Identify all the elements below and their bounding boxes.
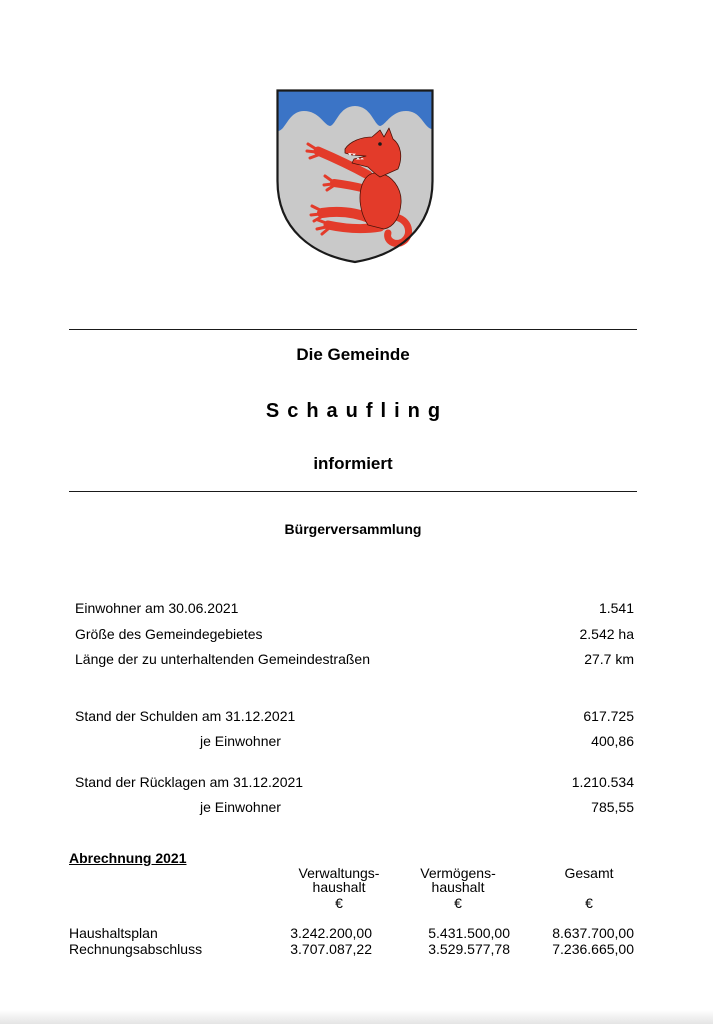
population-value: 1.541 [598,600,634,616]
page-bottom-edge [0,1010,713,1024]
final-statement-total-value: 7.236.665,00 [552,941,634,957]
budget-plan-administrative-value: 3.242.200,00 [290,925,372,941]
budget-plan-capital-value: 5.431.500,00 [428,925,510,941]
header-outro: informiert [313,454,393,473]
column-unit-administrative: € [335,895,343,911]
header-intro: Die Gemeinde [296,345,410,364]
municipality-name: Schaufling [265,400,449,422]
debt-per-capita-label: je Einwohner [200,733,281,749]
reserves-value: 1.210.534 [571,774,634,790]
column-header-capital-line2: haushalt [431,879,485,895]
final-statement-capital-value: 3.529.577,78 [428,941,510,957]
stat-row-debt-per-capita [0,733,713,749]
final-statement-label: Rechnungsabschluss [69,941,203,957]
column-header-administrative-line2: haushalt [312,879,366,895]
bottom-divider [69,491,637,492]
accounts-row-budget-plan [0,925,713,941]
section-title: Bürgerversammlung [284,521,422,537]
column-header-total: Gesamt [564,865,614,881]
debt-value: 617.725 [583,708,634,724]
debt-per-capita-value: 400,86 [591,733,634,749]
column-unit-capital: € [454,895,462,911]
final-statement-administrative-value: 3.707.087,22 [290,941,372,957]
area-label: Größe des Gemeindegebietes [75,626,263,642]
stat-row-reserves-per-capita [0,799,713,815]
stat-row-area [0,626,713,642]
population-label: Einwohner am 30.06.2021 [75,600,239,616]
column-header-capital-line1: Vermögens- [420,865,496,881]
road-length-value: 27.7 km [584,651,634,667]
top-divider [69,329,637,330]
debt-label: Stand der Schulden am 31.12.2021 [75,708,296,724]
column-unit-total: € [585,895,593,911]
stat-row-debt [0,708,713,724]
stat-row-reserves [0,774,713,790]
wolf-eye [378,142,382,146]
budget-plan-label: Haushaltsplan [69,925,158,941]
budget-plan-total-value: 8.637.700,00 [552,925,634,941]
road-length-label: Länge der zu unterhaltenden Gemeindestraßen [75,651,370,667]
stat-row-population [0,600,713,616]
coat-of-arms [276,89,434,265]
stat-row-road-length [0,651,713,667]
accounts-title: Abrechnung 2021 [69,850,187,866]
accounts-row-final-statement [0,941,713,957]
reserves-per-capita-value: 785,55 [591,799,634,815]
reserves-label: Stand der Rücklagen am 31.12.2021 [75,774,304,790]
reserves-per-capita-label: je Einwohner [200,799,281,815]
area-value: 2.542 ha [579,626,634,642]
column-header-administrative-line1: Verwaltungs- [298,865,380,881]
